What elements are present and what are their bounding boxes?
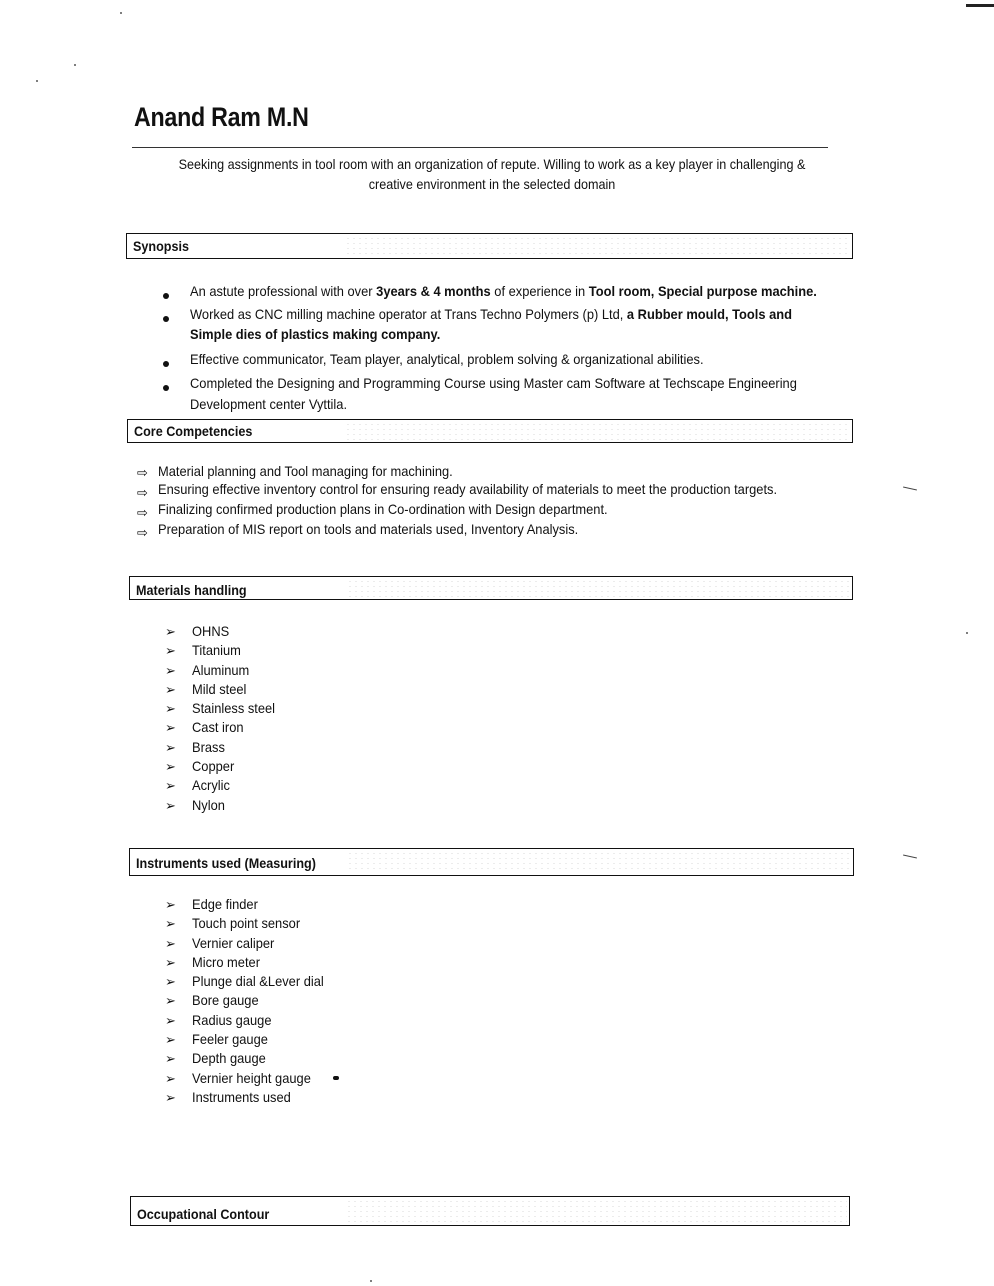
scan-speck xyxy=(74,64,76,66)
resume-page: Anand Ram M.N Seeking assignments in tool room with an organization of repute. Willing to work as a key player in challenging & creative environment in the selected domain Synopsis An astute professional with over 3years & 4 months of experience in Tool room, Special purpose machine. Worked as CNC milling machine operator at Trans Techno Polymers (p) Ltd, a Rubber mould, Tools and Simple dies of plastics making company. Effective communicator, Team player, analytical, problem solving & organizational abilities. Completed the Designing and Programming Course using Master cam Software at Techscape Engineering Development center Vyttila. Core Competencies ⇨ Material planning and Tool managing for machining. ⇨ Ensuring effective inventory control for ensuring ready availability of materials to meet the production targets. ⇨ Finalizing confirmed production plans in Co-ordination with Design department. ⇨ Preparation of MIS report on tools and materials used, Inventory Analysis. Materials handling ➢ OHNS ➢ Titanium ➢ Aluminum ➢ Mild steel ➢ Stainless steel ➢ Cast iron ➢ Brass ➢ Copper ➢ Acrylic ➢ Nylon Instruments used (Measuring) ➢ Edge finder ➢ Touch point sensor ➢ Vernier caliper ➢ Micro meter ➢ Plunge dial &Lever dial ➢ Bore gauge ➢ Radius gauge ➢ Feeler gauge ➢ Depth gauge ➢ Vernier height gauge ➢ Instruments used Occupational Contour xyxy=(0,0,994,1286)
arrowhead-icon: ➢ xyxy=(165,1032,176,1048)
round-bullet-icon xyxy=(163,293,169,299)
synopsis-item-cont: Simple dies of plastics making company. xyxy=(190,326,441,342)
arrowhead-icon: ➢ xyxy=(165,643,176,659)
scan-speck xyxy=(370,1280,372,1282)
section-header-core-competencies xyxy=(127,419,853,443)
section-title: Occupational Contour xyxy=(137,1206,270,1222)
round-bullet-icon xyxy=(163,361,169,367)
synopsis-item: Worked as CNC milling machine operator at Trans Techno Polymers (p) Ltd, a Rubber mould, Tools and xyxy=(190,306,792,322)
synopsis-item: Completed the Designing and Programming Course using Master cam Software at Techscape Engineering xyxy=(190,375,797,391)
scan-speck xyxy=(120,12,122,14)
scan-edge-mark xyxy=(966,4,994,7)
scan-speck xyxy=(333,1076,339,1080)
objective-line: creative environment in the selected domain xyxy=(368,176,616,192)
arrowhead-icon: ➢ xyxy=(165,954,176,970)
arrowhead-icon: ➢ xyxy=(165,681,176,697)
candidate-name: Anand Ram M.N xyxy=(134,102,309,132)
section-title: Instruments used (Measuring) xyxy=(136,855,316,871)
section-header-synopsis xyxy=(126,233,853,259)
arrowhead-icon: ➢ xyxy=(165,778,176,794)
scan-speck xyxy=(966,632,968,634)
arrowhead-icon: ➢ xyxy=(165,974,176,990)
arrowhead-icon: ➢ xyxy=(165,701,176,717)
arrowhead-icon: ➢ xyxy=(165,1089,176,1105)
section-title: Materials handling xyxy=(136,582,247,598)
synopsis-item-cont: Development center Vyttila. xyxy=(190,396,348,412)
scan-dash xyxy=(903,855,917,859)
core-item: Finalizing confirmed production plans in Co-ordination with Design department. xyxy=(158,501,608,517)
arrowhead-icon: ➢ xyxy=(165,1012,176,1028)
synopsis-item: Effective communicator, Team player, analytical, problem solving & organizational abilities. xyxy=(190,351,704,367)
arrowhead-icon: ➢ xyxy=(165,916,176,932)
arrowhead-icon: ➢ xyxy=(165,1051,176,1067)
section-title: Core Competencies xyxy=(134,423,253,439)
arrowhead-icon: ➢ xyxy=(165,739,176,755)
arrowhead-icon: ➢ xyxy=(165,797,176,813)
core-item: Preparation of MIS report on tools and materials used, Inventory Analysis. xyxy=(158,521,579,537)
round-bullet-icon xyxy=(163,385,169,391)
core-item: Material planning and Tool managing for machining. xyxy=(158,463,453,479)
section-header-occupational-contour xyxy=(130,1196,850,1226)
core-item: Ensuring effective inventory control for ensuring ready availability of materials to meet the production targets. xyxy=(158,481,778,497)
header-divider xyxy=(132,147,828,148)
synopsis-item: An astute professional with over 3years & 4 months of experience in Tool room, Special purpose machine. xyxy=(190,283,817,299)
outline-arrow-icon: ⇨ xyxy=(137,505,148,520)
outline-arrow-icon: ⇨ xyxy=(137,525,148,540)
arrowhead-icon: ➢ xyxy=(165,720,176,736)
arrowhead-icon: ➢ xyxy=(165,759,176,775)
arrowhead-icon: ➢ xyxy=(165,624,176,639)
round-bullet-icon xyxy=(163,316,169,322)
section-title: Synopsis xyxy=(133,238,190,254)
career-objective xyxy=(124,154,860,194)
objective-line: Seeking assignments in tool room with an organization of repute. Willing to work as a key player in challenging & xyxy=(178,156,806,172)
outline-arrow-icon: ⇨ xyxy=(137,485,148,500)
arrowhead-icon: ➢ xyxy=(165,993,176,1009)
scan-speck xyxy=(36,80,38,82)
arrowhead-icon: ➢ xyxy=(165,897,176,912)
arrowhead-icon: ➢ xyxy=(165,935,176,951)
outline-arrow-icon: ⇨ xyxy=(137,465,148,480)
arrowhead-icon: ➢ xyxy=(165,662,176,678)
scan-dash xyxy=(903,487,917,491)
section-header-instruments-used xyxy=(129,848,854,876)
arrowhead-icon: ➢ xyxy=(165,1070,176,1086)
section-header-materials-handling xyxy=(129,576,853,600)
